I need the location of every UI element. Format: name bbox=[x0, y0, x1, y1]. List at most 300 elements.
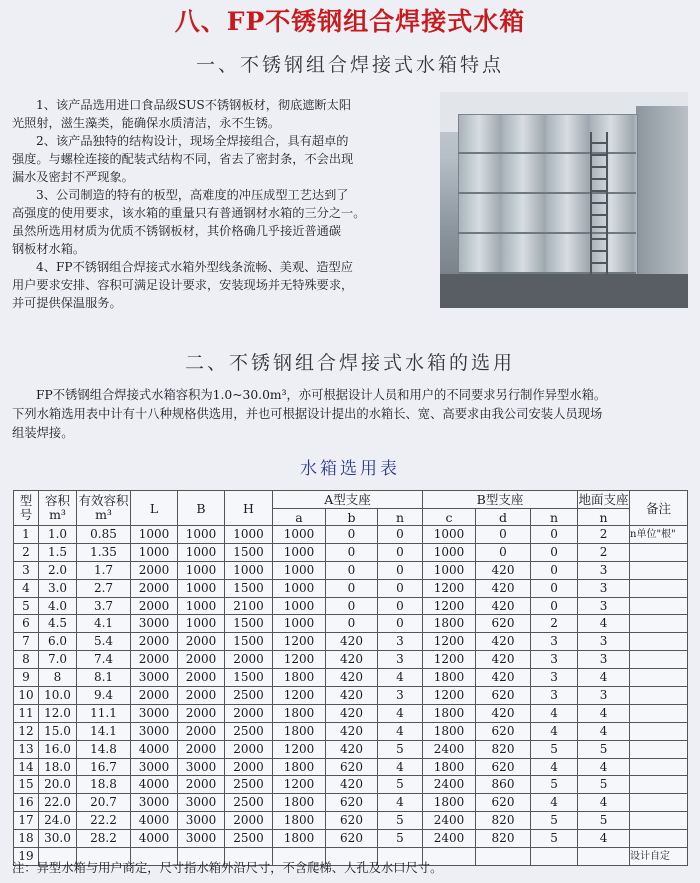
table-cell: 420 bbox=[326, 704, 378, 722]
table-cell: 1800 bbox=[273, 794, 326, 812]
table-cell: 0 bbox=[476, 543, 531, 561]
table-cell: 0 bbox=[531, 543, 578, 561]
table-cell bbox=[630, 812, 688, 830]
table-cell: 12.0 bbox=[39, 704, 77, 722]
table-cell bbox=[630, 669, 688, 687]
feature-line: 光照射，滋生藻类，能确保水质清洁，永不生锈。 bbox=[12, 116, 281, 130]
table-cell: 7 bbox=[14, 633, 39, 651]
table-row bbox=[14, 687, 688, 705]
table-cell: 4 bbox=[578, 830, 630, 848]
table-cell bbox=[630, 579, 688, 597]
table-title: 水箱选用表 bbox=[300, 459, 400, 479]
table-cell: 1000 bbox=[225, 561, 273, 579]
table-cell: 1000 bbox=[131, 543, 178, 561]
table-row bbox=[14, 830, 688, 848]
table-cell: 5 bbox=[531, 830, 578, 848]
table-cell: 820 bbox=[476, 830, 531, 848]
table-cell: 4 bbox=[578, 722, 630, 740]
table-cell: 2.7 bbox=[77, 579, 131, 597]
table-cell: 2000 bbox=[131, 687, 178, 705]
table-cell: 7.4 bbox=[77, 651, 131, 669]
table-cell: 1.0 bbox=[39, 526, 77, 544]
header-support-b: B型支座 bbox=[423, 491, 578, 509]
table-cell: 2000 bbox=[225, 812, 273, 830]
table-cell: 420 bbox=[326, 776, 378, 794]
table-row bbox=[14, 615, 688, 633]
table-cell: 1.7 bbox=[77, 561, 131, 579]
table-cell: 1000 bbox=[273, 543, 326, 561]
table-cell: 420 bbox=[476, 597, 531, 615]
table-cell: 3 bbox=[531, 669, 578, 687]
table-cell bbox=[630, 722, 688, 740]
table-row bbox=[14, 561, 688, 579]
table-cell: 1200 bbox=[423, 687, 476, 705]
table-cell: 5 bbox=[531, 740, 578, 758]
table-cell: 1000 bbox=[178, 615, 225, 633]
header-ground-support: 地面支座 bbox=[578, 492, 629, 507]
table-cell: 4 bbox=[531, 704, 578, 722]
table-cell: 4 bbox=[378, 669, 423, 687]
selection-table bbox=[13, 490, 688, 866]
feature-line: 2、该产品独特的结构设计，现场全焊接组合，具有超卓的 bbox=[36, 134, 349, 148]
table-cell: 420 bbox=[326, 669, 378, 687]
table-row bbox=[14, 543, 688, 561]
table-cell: 420 bbox=[326, 740, 378, 758]
table-cell bbox=[630, 776, 688, 794]
table-row bbox=[14, 579, 688, 597]
table-cell: 2000 bbox=[178, 704, 225, 722]
table-cell: 4 bbox=[578, 615, 630, 633]
table-row bbox=[14, 651, 688, 669]
table-cell: 1000 bbox=[423, 526, 476, 544]
table-cell: 设计自定 bbox=[630, 848, 688, 866]
table-cell: 3 bbox=[578, 687, 630, 705]
table-row bbox=[14, 597, 688, 615]
table-cell: 1000 bbox=[131, 526, 178, 544]
table-cell: 16.0 bbox=[39, 740, 77, 758]
header-model: 型号 bbox=[14, 491, 39, 526]
table-cell: 620 bbox=[476, 615, 531, 633]
selection-intro bbox=[12, 386, 688, 443]
table-cell: 420 bbox=[326, 633, 378, 651]
table-cell: 1500 bbox=[225, 633, 273, 651]
table-cell: 0 bbox=[326, 561, 378, 579]
table-cell: 420 bbox=[476, 633, 531, 651]
table-row bbox=[14, 758, 688, 776]
table-row bbox=[14, 633, 688, 651]
table-row bbox=[14, 812, 688, 830]
feature-line: 用户要求安排、容积可满足设计要求，安装现场并无特殊要求， bbox=[12, 278, 354, 292]
table-cell: 1800 bbox=[273, 758, 326, 776]
table-cell: 1500 bbox=[225, 579, 273, 597]
table-cell: 3000 bbox=[131, 758, 178, 776]
table-cell: 1800 bbox=[273, 704, 326, 722]
footnote: 注：异型水箱与用户商定，尺寸指水箱外沿尺寸，不含爬梯、人孔及水口尺寸。 bbox=[12, 861, 443, 875]
table-cell: 620 bbox=[476, 687, 531, 705]
table-cell: 2.0 bbox=[39, 561, 77, 579]
header-support-a: A型支座 bbox=[273, 491, 423, 509]
table-cell: 3 bbox=[531, 633, 578, 651]
table-cell: 2000 bbox=[225, 704, 273, 722]
table-cell: 1000 bbox=[423, 543, 476, 561]
table-cell: 2000 bbox=[178, 740, 225, 758]
table-cell: 4 bbox=[378, 722, 423, 740]
table-cell: 0 bbox=[531, 579, 578, 597]
table-cell: 3000 bbox=[178, 758, 225, 776]
table-cell: 1200 bbox=[273, 687, 326, 705]
table-cell: 20.7 bbox=[77, 794, 131, 812]
intro-line: 下列水箱选用表中计有十八种规格供选用，并也可根据设计提出的水箱长、宽、高要求由我公司安装人员现场 bbox=[12, 407, 603, 421]
table-cell: 2000 bbox=[178, 687, 225, 705]
table-cell: 4 bbox=[531, 722, 578, 740]
table-cell: n单位"根" bbox=[630, 526, 688, 544]
table-cell: 820 bbox=[476, 740, 531, 758]
table-cell: 14.1 bbox=[77, 722, 131, 740]
table-cell: 1800 bbox=[423, 704, 476, 722]
table-cell: 22.2 bbox=[77, 812, 131, 830]
table-cell: 0 bbox=[326, 615, 378, 633]
table-cell: 2000 bbox=[131, 597, 178, 615]
table-cell: 18 bbox=[14, 830, 39, 848]
table-cell: 0 bbox=[531, 561, 578, 579]
header-volume: 容积m³ bbox=[39, 491, 77, 526]
table-cell: 7.0 bbox=[39, 651, 77, 669]
feature-line: 虽然所选用材质为优质不锈钢板材，其价格确几乎接近普通碳 bbox=[12, 224, 342, 238]
table-cell: 2000 bbox=[131, 633, 178, 651]
table-cell: 1 bbox=[14, 526, 39, 544]
table-cell: 1800 bbox=[423, 615, 476, 633]
table-cell: 10 bbox=[14, 687, 39, 705]
table-cell: 620 bbox=[476, 794, 531, 812]
table-cell: 13 bbox=[14, 740, 39, 758]
table-cell: 2000 bbox=[225, 758, 273, 776]
table-cell: 0 bbox=[378, 526, 423, 544]
table-cell: 1200 bbox=[423, 579, 476, 597]
table-cell: 4000 bbox=[131, 830, 178, 848]
table-cell: 12 bbox=[14, 722, 39, 740]
table-cell: 1000 bbox=[178, 561, 225, 579]
table-cell: 4 bbox=[578, 704, 630, 722]
table-cell: 30.0 bbox=[39, 830, 77, 848]
table-cell: 0 bbox=[378, 597, 423, 615]
table-cell: 3.0 bbox=[39, 579, 77, 597]
table-cell: 820 bbox=[476, 812, 531, 830]
table-cell: 2000 bbox=[178, 669, 225, 687]
table-cell: 3.7 bbox=[77, 597, 131, 615]
table-cell bbox=[630, 561, 688, 579]
table-cell: 1200 bbox=[273, 651, 326, 669]
table-cell: 4 bbox=[378, 794, 423, 812]
table-cell: 1000 bbox=[273, 615, 326, 633]
table-cell: 1000 bbox=[273, 561, 326, 579]
header-n-ground: n bbox=[578, 509, 630, 526]
table-cell: 18.0 bbox=[39, 758, 77, 776]
table-cell bbox=[630, 758, 688, 776]
table-cell: 620 bbox=[476, 758, 531, 776]
table-cell: 2500 bbox=[225, 687, 273, 705]
table-cell: 1200 bbox=[273, 740, 326, 758]
table-cell: 3000 bbox=[131, 669, 178, 687]
table-cell: 4.1 bbox=[77, 615, 131, 633]
table-cell: 420 bbox=[326, 722, 378, 740]
table-cell: 3 bbox=[531, 687, 578, 705]
table-cell: 1.5 bbox=[39, 543, 77, 561]
table-cell: 4000 bbox=[131, 740, 178, 758]
table-cell: 3000 bbox=[131, 615, 178, 633]
header-n-a: n bbox=[378, 509, 423, 526]
table-cell: 0 bbox=[378, 615, 423, 633]
table-cell: 0 bbox=[476, 526, 531, 544]
table-cell: 2000 bbox=[178, 776, 225, 794]
table-cell: 14.8 bbox=[77, 740, 131, 758]
table-cell: 2500 bbox=[225, 830, 273, 848]
table-cell: 420 bbox=[476, 704, 531, 722]
table-cell: 4 bbox=[578, 669, 630, 687]
table-cell: 9.4 bbox=[77, 687, 131, 705]
header-H: H bbox=[225, 491, 273, 526]
table-cell: 0 bbox=[378, 561, 423, 579]
table-cell: 2400 bbox=[423, 776, 476, 794]
table-cell: 2000 bbox=[131, 561, 178, 579]
table-cell: 1200 bbox=[423, 651, 476, 669]
table-cell: 15 bbox=[14, 776, 39, 794]
table-row bbox=[14, 669, 688, 687]
table-row bbox=[14, 776, 688, 794]
table-cell: 1000 bbox=[273, 579, 326, 597]
table-cell bbox=[630, 651, 688, 669]
table-cell: 5 bbox=[378, 830, 423, 848]
table-cell: 420 bbox=[476, 579, 531, 597]
table-cell: 4 bbox=[378, 758, 423, 776]
table-cell: 8 bbox=[39, 669, 77, 687]
table-cell: 1000 bbox=[178, 526, 225, 544]
table-cell: 1200 bbox=[273, 776, 326, 794]
table-cell: 3 bbox=[578, 579, 630, 597]
table-cell: 1200 bbox=[423, 597, 476, 615]
table-cell: 420 bbox=[476, 561, 531, 579]
table-cell: 620 bbox=[326, 794, 378, 812]
table-cell: 0 bbox=[378, 543, 423, 561]
feature-line: 并可提供保温服务。 bbox=[12, 296, 122, 310]
table-cell: 1800 bbox=[273, 812, 326, 830]
table-cell: 1000 bbox=[273, 526, 326, 544]
table-cell: 2400 bbox=[423, 812, 476, 830]
table-cell: 0 bbox=[531, 597, 578, 615]
table-cell: 3000 bbox=[131, 704, 178, 722]
header-n-b: n bbox=[531, 509, 578, 526]
table-cell: 3000 bbox=[131, 722, 178, 740]
table-cell bbox=[630, 633, 688, 651]
table-cell: 11.1 bbox=[77, 704, 131, 722]
table-cell: 3000 bbox=[178, 812, 225, 830]
table-cell: 620 bbox=[476, 722, 531, 740]
feature-line: 强度。与螺栓连接的配装式结构不同，省去了密封条，不会出现 bbox=[12, 152, 354, 166]
table-cell: 14 bbox=[14, 758, 39, 776]
table-row bbox=[14, 722, 688, 740]
table-cell: 9 bbox=[14, 669, 39, 687]
table-cell: 22.0 bbox=[39, 794, 77, 812]
table-cell: 0 bbox=[326, 526, 378, 544]
table-cell: 28.2 bbox=[77, 830, 131, 848]
header-d: d bbox=[476, 509, 531, 526]
table-cell: 5.4 bbox=[77, 633, 131, 651]
feature-line: 高强度的使用要求，该水箱的重量只有普通钢材水箱的三分之一。 bbox=[12, 206, 366, 220]
table-cell: 1.35 bbox=[77, 543, 131, 561]
intro-line: 组装焊接。 bbox=[12, 426, 74, 440]
table-cell: 2000 bbox=[131, 651, 178, 669]
table-cell: 1000 bbox=[225, 526, 273, 544]
table-row bbox=[14, 794, 688, 812]
table-cell: 4 bbox=[578, 758, 630, 776]
table-cell: 18.8 bbox=[77, 776, 131, 794]
table-cell bbox=[630, 794, 688, 812]
table-cell: 1500 bbox=[225, 615, 273, 633]
table-cell: 3 bbox=[578, 597, 630, 615]
table-cell: 620 bbox=[326, 830, 378, 848]
header-effective-volume: 有效容积m³ bbox=[77, 491, 131, 526]
table-cell: 17 bbox=[14, 812, 39, 830]
table-cell: 1800 bbox=[273, 669, 326, 687]
table-cell: 4000 bbox=[131, 812, 178, 830]
table-cell: 4 bbox=[378, 704, 423, 722]
feature-line: 钢板材水箱。 bbox=[12, 242, 86, 256]
table-cell: 0 bbox=[326, 597, 378, 615]
table-cell: 1200 bbox=[273, 633, 326, 651]
table-cell: 5 bbox=[378, 776, 423, 794]
table-cell: 2400 bbox=[423, 740, 476, 758]
table-cell: 10.0 bbox=[39, 687, 77, 705]
table-cell: 1000 bbox=[178, 597, 225, 615]
table-cell: 1800 bbox=[423, 794, 476, 812]
table-cell: 8 bbox=[14, 651, 39, 669]
table-cell: 3 bbox=[378, 687, 423, 705]
section1-heading: 一、不锈钢组合焊接式水箱特点 bbox=[195, 54, 504, 76]
table-cell: 6.0 bbox=[39, 633, 77, 651]
table-cell: 3 bbox=[378, 651, 423, 669]
table-cell: 6 bbox=[14, 615, 39, 633]
header-c: c bbox=[423, 509, 476, 526]
table-cell: 4.0 bbox=[39, 597, 77, 615]
table-cell: 4 bbox=[531, 794, 578, 812]
table-cell: 3 bbox=[378, 633, 423, 651]
table-cell: 1800 bbox=[423, 669, 476, 687]
table-cell: 1200 bbox=[423, 633, 476, 651]
table-cell: 1800 bbox=[423, 722, 476, 740]
table-cell: 3000 bbox=[178, 830, 225, 848]
header-remark: 备注 bbox=[630, 491, 688, 526]
table-cell: 11 bbox=[14, 704, 39, 722]
table-cell: 5 bbox=[578, 812, 630, 830]
header-a: a bbox=[273, 509, 326, 526]
table-cell: 0 bbox=[531, 526, 578, 544]
table-cell: 5 bbox=[14, 597, 39, 615]
table-cell: 2000 bbox=[178, 633, 225, 651]
table-cell: 0 bbox=[326, 543, 378, 561]
table-cell: 2000 bbox=[131, 579, 178, 597]
table-cell bbox=[630, 704, 688, 722]
table-cell: 5 bbox=[578, 776, 630, 794]
table-cell: 4 bbox=[14, 579, 39, 597]
table-cell: 2500 bbox=[225, 794, 273, 812]
intro-line: FP不锈钢组合焊接式水箱容积为1.0~30.0m³，亦可根据设计人员和用户的不同要求另行制作异型水箱。 bbox=[36, 388, 607, 402]
table-cell bbox=[630, 597, 688, 615]
table-cell: 420 bbox=[476, 669, 531, 687]
table-cell: 2 bbox=[531, 615, 578, 633]
table-cell: 16.7 bbox=[77, 758, 131, 776]
table-cell: 3000 bbox=[131, 794, 178, 812]
table-cell: 2 bbox=[14, 543, 39, 561]
table-body bbox=[14, 526, 688, 866]
table-cell: 4 bbox=[531, 758, 578, 776]
table-cell: 2000 bbox=[178, 651, 225, 669]
header-B: B bbox=[178, 491, 225, 526]
water-tank-photo bbox=[440, 92, 688, 308]
table-cell: 2000 bbox=[225, 651, 273, 669]
table-cell: 2000 bbox=[225, 740, 273, 758]
table-row bbox=[14, 526, 688, 544]
table-cell: 5 bbox=[378, 740, 423, 758]
table-cell: 2 bbox=[578, 526, 630, 544]
table-cell bbox=[630, 615, 688, 633]
feature-line: 1、该产品选用进口食品级SUS不锈钢板材，彻底遮断太阳 bbox=[36, 98, 352, 112]
table-row bbox=[14, 704, 688, 722]
table-cell: 420 bbox=[326, 687, 378, 705]
table-cell: 620 bbox=[326, 812, 378, 830]
features-paragraph bbox=[12, 96, 432, 312]
table-cell: 3000 bbox=[178, 794, 225, 812]
header-L: L bbox=[131, 491, 178, 526]
table-cell: 19 bbox=[14, 848, 39, 866]
section2-heading: 二、不锈钢组合焊接式水箱的选用 bbox=[184, 352, 515, 374]
feature-line: 4、FP不锈钢组合焊接式水箱外型线条流畅、美观、造型应 bbox=[36, 260, 353, 274]
table-cell: 1800 bbox=[273, 722, 326, 740]
table-cell: 2400 bbox=[423, 830, 476, 848]
table-cell: 2500 bbox=[225, 722, 273, 740]
table-cell: 1000 bbox=[423, 561, 476, 579]
table-cell: 2100 bbox=[225, 597, 273, 615]
table-cell bbox=[630, 687, 688, 705]
table-cell: 420 bbox=[476, 651, 531, 669]
table-cell: 1500 bbox=[225, 543, 273, 561]
table-cell: 5 bbox=[531, 776, 578, 794]
feature-line: 漏水及密封不严现象。 bbox=[12, 170, 134, 184]
table-cell: 3 bbox=[578, 651, 630, 669]
table-cell: 2000 bbox=[178, 722, 225, 740]
table-cell: 5 bbox=[578, 740, 630, 758]
table-cell: 1800 bbox=[273, 830, 326, 848]
table-cell: 5 bbox=[531, 812, 578, 830]
table-cell: 2500 bbox=[225, 776, 273, 794]
table-cell: 1000 bbox=[273, 597, 326, 615]
table-cell: 4.5 bbox=[39, 615, 77, 633]
table-cell: 860 bbox=[476, 776, 531, 794]
table-cell: 1500 bbox=[225, 669, 273, 687]
table-cell: 8.1 bbox=[77, 669, 131, 687]
table-cell: 1000 bbox=[178, 543, 225, 561]
table-cell bbox=[630, 543, 688, 561]
table-cell: 2 bbox=[578, 543, 630, 561]
table-cell: 16 bbox=[14, 794, 39, 812]
table-cell: 0 bbox=[378, 579, 423, 597]
table-cell: 3 bbox=[531, 651, 578, 669]
table-cell: 20.0 bbox=[39, 776, 77, 794]
table-row bbox=[14, 740, 688, 758]
table-cell: 1000 bbox=[178, 579, 225, 597]
header-b: b bbox=[326, 509, 378, 526]
page-title: 八、FP不锈钢组合焊接式水箱 bbox=[174, 7, 526, 36]
table-cell: 3 bbox=[578, 633, 630, 651]
table-cell: 3 bbox=[578, 561, 630, 579]
